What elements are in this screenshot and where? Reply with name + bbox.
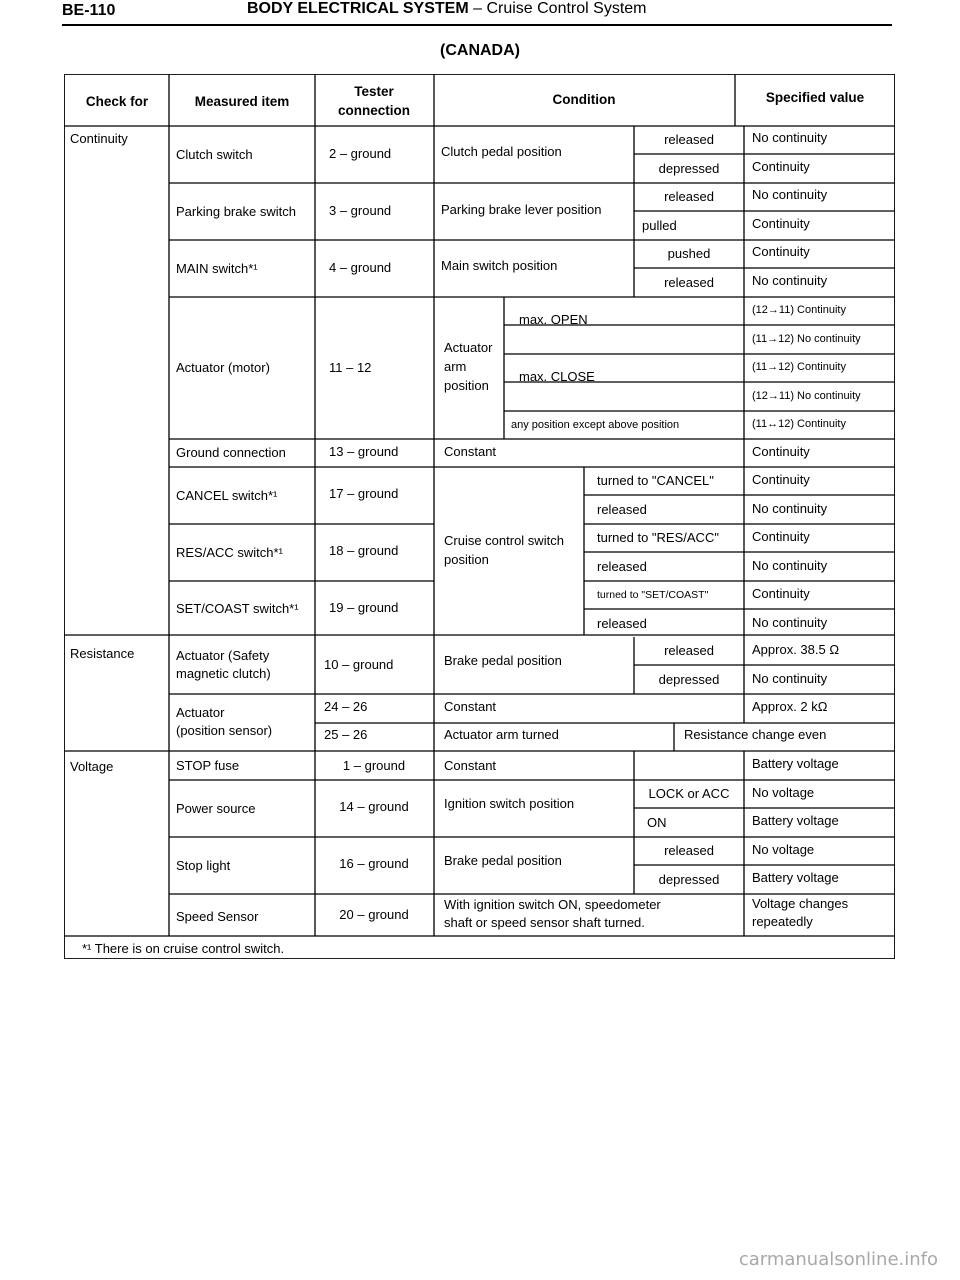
condition-ignition: Ignition switch position (444, 796, 575, 811)
tester-20-ground: 20 – ground (339, 907, 409, 922)
condition-arm-line2: arm (444, 359, 467, 374)
tester-10-ground: 10 – ground (324, 657, 394, 672)
continuity-table (64, 74, 895, 959)
condition-arm-line1: Actuator (444, 340, 493, 355)
value-approx-38-5: Approx. 38.5 Ω (752, 642, 840, 657)
tester-25-26: 25 – 26 (324, 727, 368, 742)
value-parking-released: No continuity (752, 187, 828, 202)
item-stop-light: Stop light (176, 858, 231, 873)
item-resacc-switch: RES/ACC switch*¹ (176, 545, 283, 560)
condition-constant-sensor: Constant (444, 699, 497, 714)
check-for-continuity: Continuity (70, 131, 128, 146)
condition-parking-lever: Parking brake lever position (441, 202, 602, 217)
item-clutch-switch: Clutch switch (176, 147, 253, 162)
tester-13-ground: 13 – ground (329, 444, 399, 459)
condition-arm-turned: Actuator arm turned (444, 727, 559, 742)
state-to-resacc: turned to "RES/ACC" (597, 530, 719, 545)
running-title-rest: – Cruise Control System (468, 0, 647, 17)
value-clutch-released: No continuity (752, 130, 828, 145)
value-changes-line1: Voltage changes (752, 896, 849, 911)
value-stop-released: No voltage (752, 842, 815, 857)
state-main-pushed: pushed (667, 246, 711, 261)
condition-max-open: max. OPEN (519, 312, 588, 327)
tester-14-ground: 14 – ground (339, 799, 409, 814)
state-parking-pulled: pulled (642, 218, 677, 233)
value-close-12-11: (12→11) No continuity (752, 390, 861, 402)
value-approx-2k: Approx. 2 kΩ (752, 699, 828, 714)
condition-speedo-line2: shaft or speed sensor shaft turned. (444, 915, 645, 930)
state-main-released: released (664, 275, 714, 290)
value-resacc-turned: Continuity (752, 529, 810, 544)
value-changes-line2: repeatedly (752, 914, 813, 929)
condition-brake-pedal-resistance: Brake pedal position (444, 653, 562, 668)
condition-constant-ground: Constant (444, 444, 497, 459)
tester-4-ground: 4 – ground (329, 260, 392, 275)
header-rule (62, 24, 892, 26)
header-measured-item: Measured item (194, 94, 290, 109)
state-brake-depressed-res: depressed (658, 672, 720, 687)
item-main-switch: MAIN switch*¹ (176, 261, 258, 276)
state-setcoast-released: released (597, 616, 647, 631)
check-for-voltage: Voltage (70, 759, 114, 774)
check-for-resistance: Resistance (70, 646, 135, 661)
tester-11-12: 11 – 12 (329, 360, 372, 375)
condition-main-switch: Main switch position (441, 258, 558, 273)
item-speed-sensor: Speed Sensor (176, 909, 259, 924)
item-parking-brake-switch: Parking brake switch (176, 204, 296, 219)
item-position-sensor-line1: Actuator (176, 705, 225, 720)
state-clutch-depressed: depressed (658, 161, 720, 176)
state-lock-acc: LOCK or ACC (648, 786, 730, 801)
value-setcoast-turned: Continuity (752, 586, 810, 601)
condition-max-close: max. CLOSE (519, 369, 595, 384)
item-power-source: Power source (176, 801, 256, 816)
item-safety-clutch-line1: Actuator (Safety (176, 648, 270, 663)
value-resistance-change: Resistance change even (684, 727, 827, 742)
tester-1-ground: 1 – ground (342, 758, 406, 773)
tester-17-ground: 17 – ground (329, 486, 399, 501)
tester-19-ground: 19 – ground (329, 600, 399, 615)
value-resacc-released: No continuity (752, 558, 828, 573)
value-clutch-depressed: Continuity (752, 159, 810, 174)
condition-brake-pedal-voltage: Brake pedal position (444, 853, 562, 868)
state-brake-released-volt: released (664, 843, 714, 858)
state-cancel-released: released (597, 502, 647, 517)
tester-2-ground: 2 – ground (329, 146, 392, 161)
state-brake-depressed-volt: depressed (658, 872, 720, 887)
value-main-pushed: Continuity (752, 244, 810, 259)
value-open-12-11: (12→11) Continuity (752, 304, 846, 316)
value-safety-depressed: No continuity (752, 671, 828, 686)
value-ground-continuity: Continuity (752, 444, 810, 459)
item-actuator-motor: Actuator (motor) (176, 360, 270, 375)
state-clutch-released: released (664, 132, 714, 147)
value-cancel-turned: Continuity (752, 472, 810, 487)
item-ground-connection: Ground connection (176, 445, 286, 460)
value-any-both: (11↔12) Continuity (752, 418, 846, 430)
value-main-released: No continuity (752, 273, 828, 288)
condition-ccs-line2: position (444, 552, 489, 567)
state-resacc-released: released (597, 559, 647, 574)
watermark: carmanualsonline.info (738, 1249, 938, 1270)
value-close-11-12: (11→12) Continuity (752, 361, 846, 373)
value-open-11-12: (11→12) No continuity (752, 333, 861, 345)
value-fuse-battery: Battery voltage (752, 756, 839, 771)
header-specified-value: Specified value (765, 90, 865, 105)
item-safety-clutch-line2: magnetic clutch) (176, 666, 271, 681)
condition-constant-fuse: Constant (444, 758, 497, 773)
condition-clutch-pedal: Clutch pedal position (441, 144, 562, 159)
tester-24-26: 24 – 26 (324, 699, 368, 714)
region-heading: (CANADA) (440, 42, 520, 59)
header-tester-line2: connection (337, 103, 411, 118)
item-stop-fuse: STOP fuse (176, 758, 240, 773)
state-to-cancel: turned to "CANCEL" (597, 473, 714, 488)
item-position-sensor-line2: (position sensor) (176, 723, 273, 738)
value-lock-no-voltage: No voltage (752, 785, 815, 800)
running-title-bold: BODY ELECTRICAL SYSTEM (247, 0, 469, 17)
condition-ccs-line1: Cruise control switch (444, 533, 564, 548)
value-parking-pulled: Continuity (752, 216, 810, 231)
condition-arm-line3: position (444, 378, 489, 393)
running-title (247, 0, 647, 18)
state-parking-released: released (664, 189, 714, 204)
header-tester-line1: Tester (354, 84, 394, 99)
item-cancel-switch: CANCEL switch*¹ (176, 488, 278, 503)
tester-3-ground: 3 – ground (329, 203, 392, 218)
header-condition: Condition (552, 92, 616, 107)
condition-any-position: any position except above position (511, 419, 680, 431)
value-stop-depressed: Battery voltage (752, 870, 839, 885)
tester-18-ground: 18 – ground (329, 543, 399, 558)
table-footnote: *¹ There is on cruise control switch. (82, 941, 285, 956)
page-number: BE-110 (62, 2, 116, 19)
state-to-setcoast: turned to "SET/COAST" (597, 589, 709, 601)
value-on-battery: Battery voltage (752, 813, 839, 828)
value-setcoast-released: No continuity (752, 615, 828, 630)
page-header (62, 0, 890, 24)
condition-speedo-line1: With ignition switch ON, speedometer (444, 897, 661, 912)
state-brake-released-res: released (664, 643, 714, 658)
header-check-for: Check for (85, 94, 149, 109)
tester-16-ground: 16 – ground (339, 856, 409, 871)
state-on: ON (647, 815, 667, 830)
item-setcoast-switch: SET/COAST switch*¹ (176, 601, 299, 616)
value-cancel-released: No continuity (752, 501, 828, 516)
